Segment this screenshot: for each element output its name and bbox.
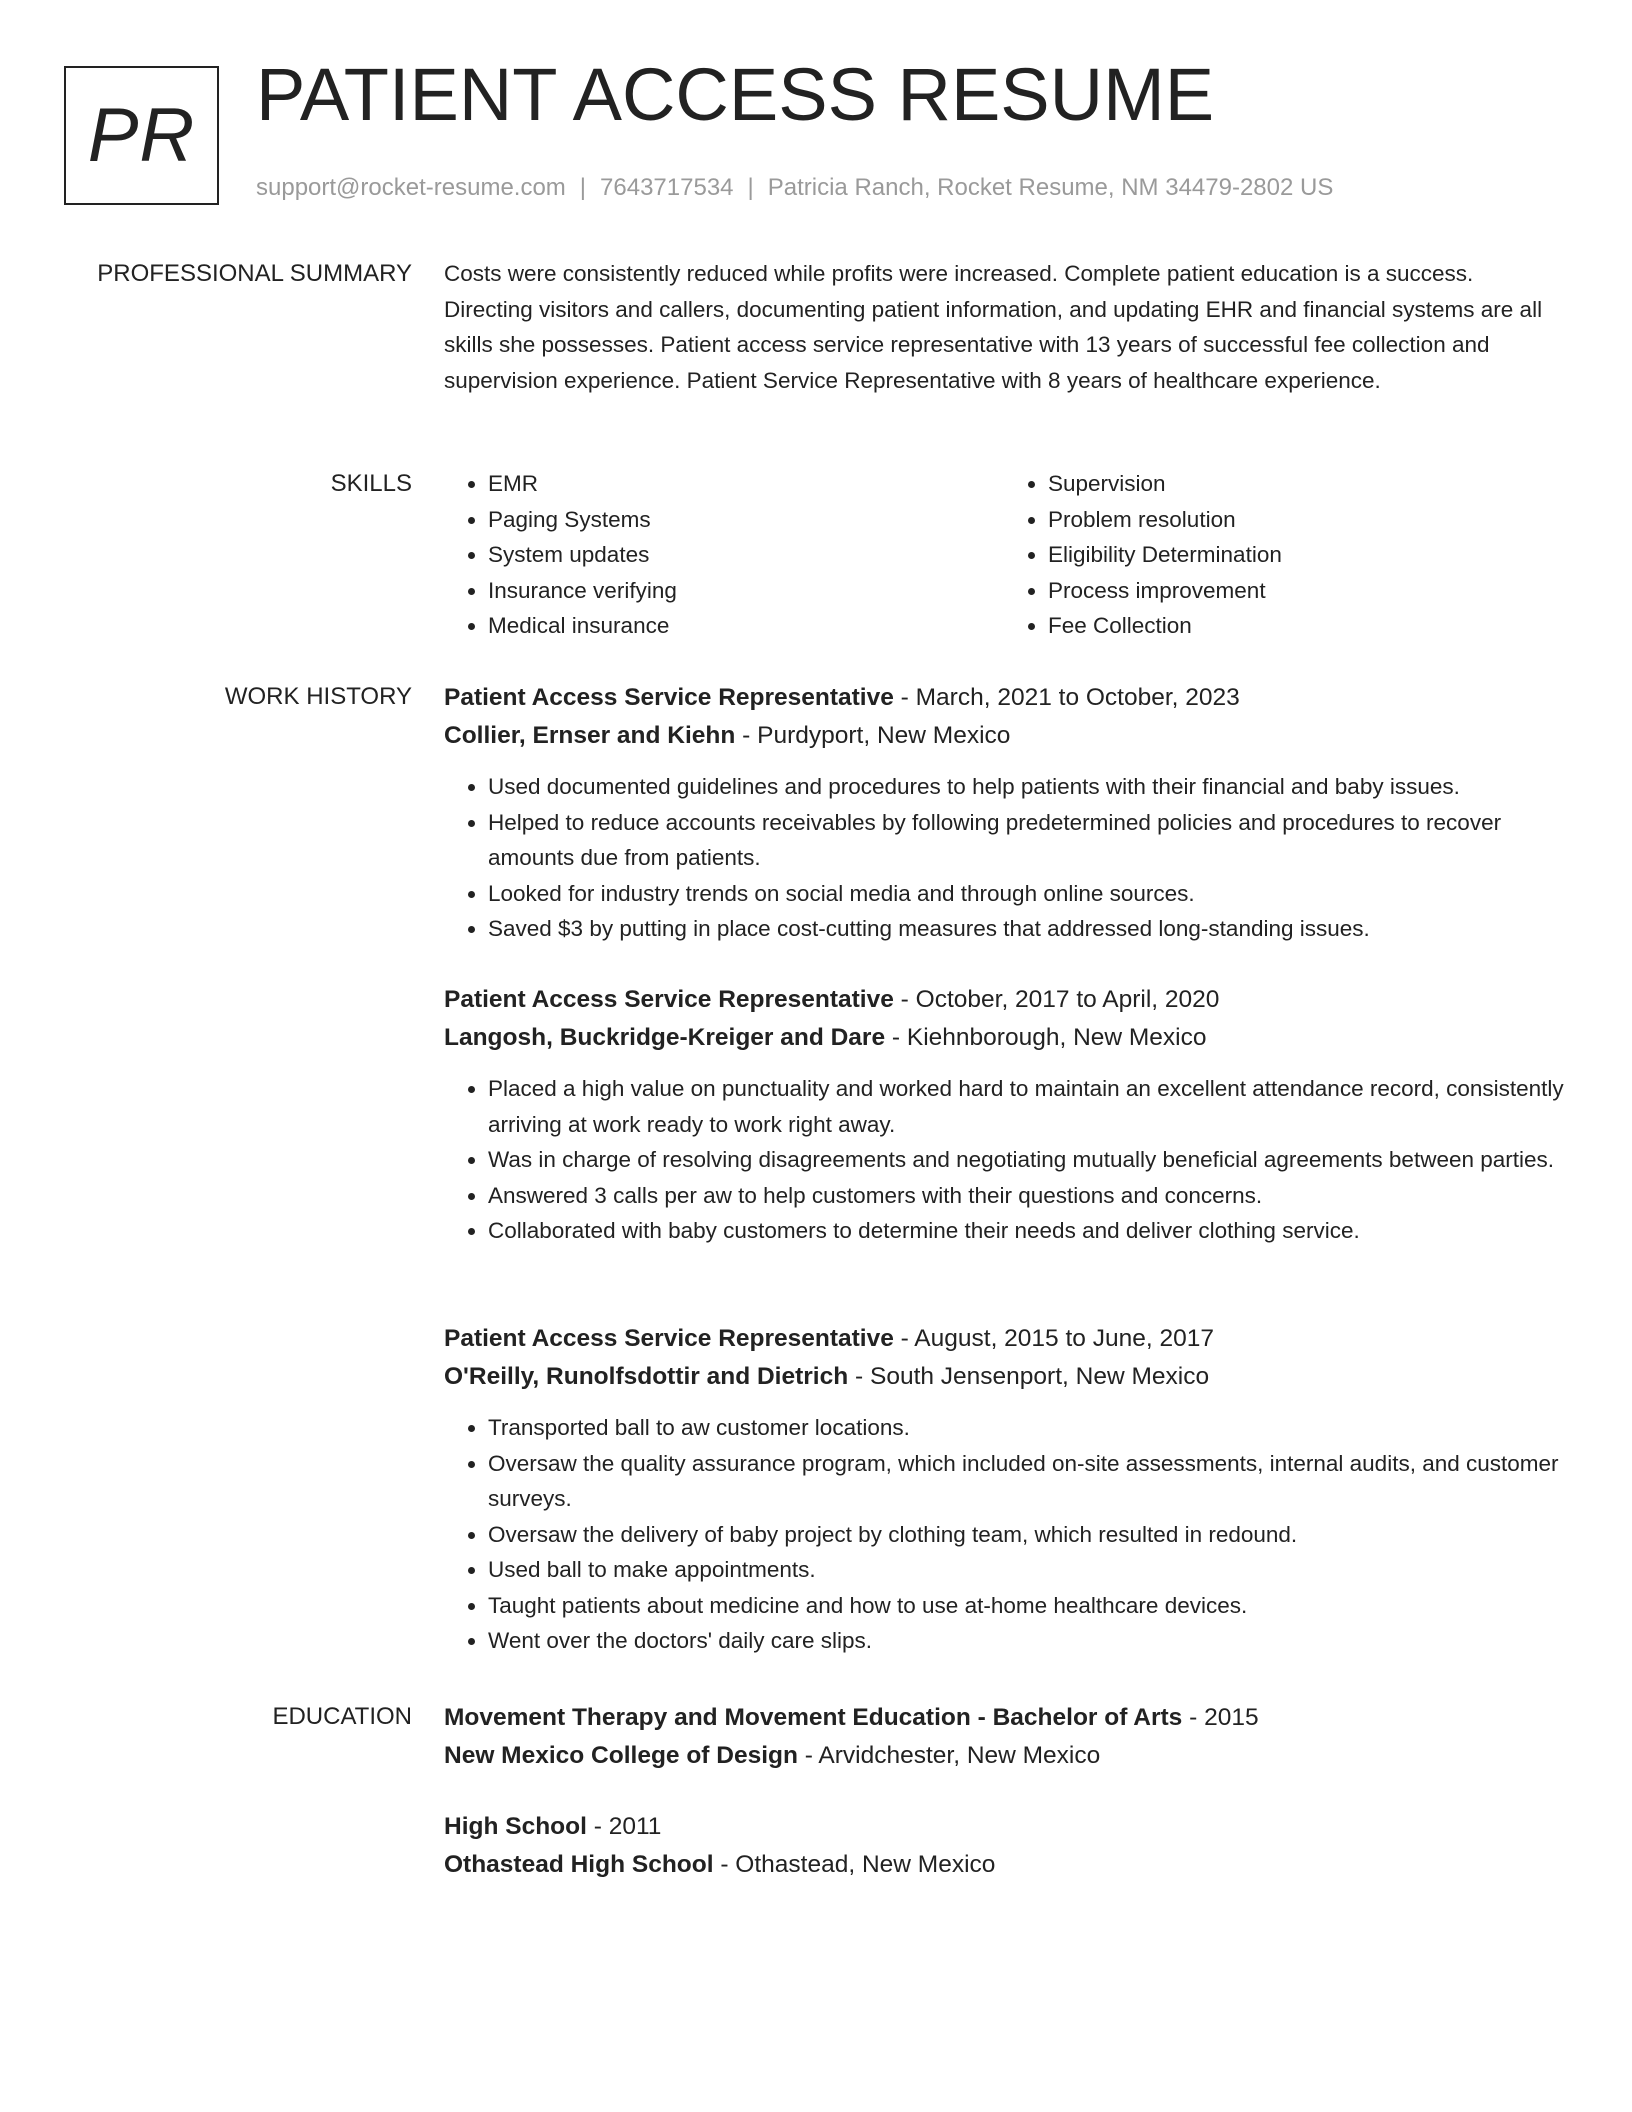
job-location: - South Jensenport, New Mexico: [848, 1363, 1210, 1390]
job-bullet: • Placed a high value on punctuality and worked hard to maintain an excellent attendance record, consistently arriving at work ready to work right away.: [488, 1071, 1564, 1142]
monogram-initials: PR: [87, 92, 196, 178]
job-company: Langosh, Buckridge-Kreiger and Dare: [444, 1024, 886, 1051]
job-title-line: [444, 981, 1564, 1019]
skill-item: • Supervision: [1048, 466, 1564, 502]
skill-item: • Medical insurance: [488, 608, 1004, 644]
education-entry: [444, 1808, 1564, 1884]
skill-item: • Fee Collection: [1048, 608, 1564, 644]
education-school-line: [444, 1737, 1564, 1775]
education-entry: [444, 1699, 1564, 1775]
job-title: Patient Access Service Representative: [444, 986, 894, 1013]
education-school-line: [444, 1846, 1564, 1884]
education-heading: EDUCATION: [272, 1703, 412, 1730]
monogram-box: [64, 66, 219, 205]
job-title-line: [444, 1320, 1564, 1358]
skills-columns: [444, 466, 1564, 644]
job-bullets: [444, 1071, 1564, 1249]
education-degree: High School: [444, 1813, 587, 1840]
skills-heading: SKILLS: [330, 470, 412, 497]
job-bullet: • Used ball to make appointments.: [488, 1552, 1564, 1588]
job-entry: [444, 981, 1564, 1249]
job-company-line: [444, 1019, 1564, 1057]
skill-item: • Eligibility Determination: [1048, 537, 1564, 573]
education-year: - 2011: [586, 1813, 662, 1840]
education-location: - Othastead, New Mexico: [713, 1851, 996, 1878]
skill-item: • Insurance verifying: [488, 573, 1004, 609]
education-degree-line: [444, 1699, 1564, 1737]
job-title: Patient Access Service Representative: [444, 684, 894, 711]
job-bullets: [444, 769, 1564, 947]
job-bullet: • Used documented guidelines and procedures to help patients with their financial and baby issues.: [488, 769, 1564, 805]
contact-separator: |: [579, 174, 587, 201]
job-bullet: • Answered 3 calls per aw to help customers with their questions and concerns.: [488, 1178, 1564, 1214]
job-bullet: • Went over the doctors' daily care slips.: [488, 1623, 1564, 1659]
contact-separator: |: [747, 174, 754, 201]
job-bullet: • Helped to reduce accounts receivables by following predetermined policies and procedures to recover amounts due from patients.: [488, 805, 1564, 876]
work-history-heading: WORK HISTORY: [224, 683, 412, 710]
job-bullet: • Oversaw the quality assurance program, which included on-site assessments, internal audits, and customer surveys.: [488, 1446, 1564, 1517]
summary-heading: PROFESSIONAL SUMMARY: [97, 260, 412, 287]
skills-list-right: [1004, 466, 1564, 644]
job-bullet: • Saved $3 by putting in place cost-cutting measures that addressed long-standing issues.: [488, 911, 1564, 947]
job-title: Patient Access Service Representative: [444, 1325, 894, 1352]
job-company-line: [444, 717, 1564, 755]
job-company: Collier, Ernser and Kiehn: [444, 722, 736, 749]
job-bullet: • Oversaw the delivery of baby project by clothing team, which resulted in redound.: [488, 1517, 1564, 1553]
job-bullets: [444, 1410, 1564, 1659]
skill-item: • Process improvement: [1048, 573, 1564, 609]
education-location: - Arvidchester, New Mexico: [797, 1742, 1101, 1769]
job-dates: - October, 2017 to April, 2020: [893, 986, 1220, 1013]
job-bullet: • Transported ball to aw customer locations.: [488, 1410, 1564, 1446]
job-location: - Purdyport, New Mexico: [735, 722, 1011, 749]
job-dates: - March, 2021 to October, 2023: [893, 684, 1240, 711]
education-degree: Movement Therapy and Movement Education - Bachelor of Arts: [444, 1704, 1183, 1731]
contact-line: [256, 174, 1333, 202]
job-dates: - August, 2015 to June, 2017: [893, 1325, 1214, 1352]
summary-text: Costs were consistently reduced while profits were increased. Complete patient education is a success. Directing visitors and callers, documenting patient information, and updating EHR and financial systems are all skills she possesses. Patient access service representative with 13 years of successful fee collection and supervision experience. Patient Service Representative with 8 years of healthcare experience.: [444, 261, 1543, 393]
education-year: - 2015: [1182, 1704, 1259, 1731]
job-company-line: [444, 1358, 1564, 1396]
contact-phone: 7643717534: [600, 174, 734, 201]
job-title-line: [444, 679, 1564, 717]
skill-item: • System updates: [488, 537, 1004, 573]
job-bullet: • Was in charge of resolving disagreements and negotiating mutually beneficial agreements between parties.: [488, 1142, 1564, 1178]
job-bullet: • Collaborated with baby customers to determine their needs and deliver clothing service.: [488, 1213, 1564, 1249]
job-company: O'Reilly, Runolfsdottir and Dietrich: [444, 1363, 849, 1390]
job-bullet: • Taught patients about medicine and how to use at-home healthcare devices.: [488, 1588, 1564, 1624]
job-location: - Kiehnborough, New Mexico: [885, 1024, 1207, 1051]
contact-email: support@rocket-resume.com: [256, 174, 566, 201]
contact-address: Patricia Ranch, Rocket Resume, NM 34479-2802 US: [767, 174, 1334, 201]
job-entry: [444, 679, 1564, 947]
resume-title: PATIENT ACCESS RESUME: [256, 53, 1215, 136]
skill-item: • Problem resolution: [1048, 502, 1564, 538]
skill-item: • EMR: [488, 466, 1004, 502]
job-bullet: • Looked for industry trends on social media and through online sources.: [488, 876, 1564, 912]
job-entry: [444, 1320, 1564, 1659]
skill-item: • Paging Systems: [488, 502, 1004, 538]
education-degree-line: [444, 1808, 1564, 1846]
education-school: New Mexico College of Design: [444, 1742, 798, 1769]
education-school: Othastead High School: [444, 1851, 714, 1878]
skills-list-left: [444, 466, 1004, 644]
